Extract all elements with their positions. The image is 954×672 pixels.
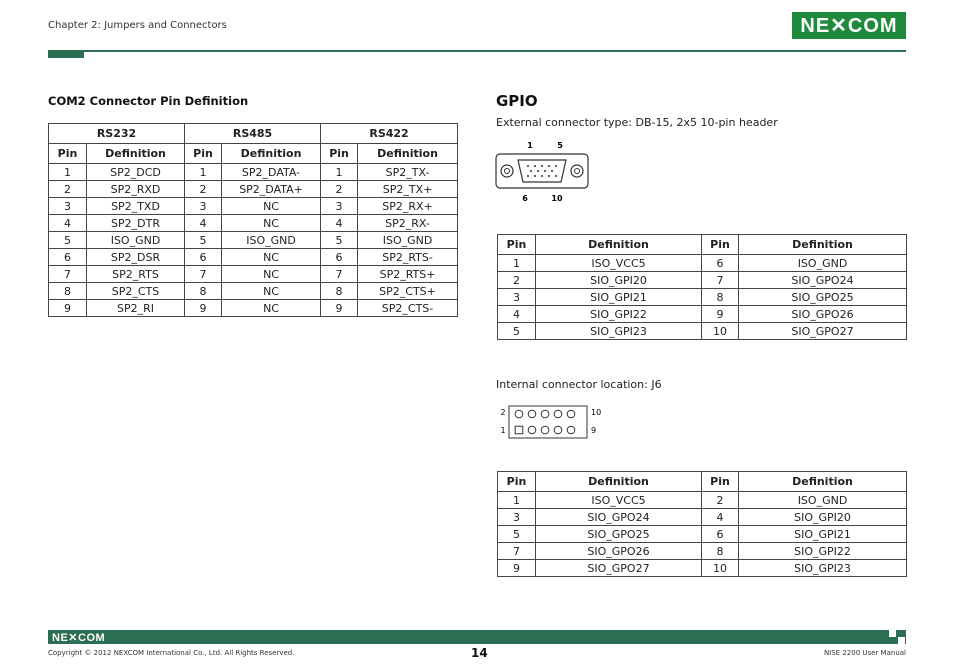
table-row: [49, 232, 458, 249]
pin-definition-cell: SP2_RX-: [358, 215, 458, 232]
pin-definition-cell: SP2_RXD: [87, 181, 185, 198]
table-row: [498, 492, 907, 509]
pin-number-cell: 4: [498, 306, 536, 323]
pin-number-cell: 7: [702, 272, 739, 289]
pin-number-cell: 3: [49, 198, 87, 215]
pin-number-cell: 5: [498, 526, 536, 543]
external-connector-note: External connector type: DB-15, 2x5 10-pin header: [496, 116, 778, 129]
db15-label-6: 6: [522, 194, 528, 203]
header-label-10: 10: [591, 408, 602, 417]
pin-number-cell: 8: [185, 283, 222, 300]
pin-number-cell: 1: [321, 164, 358, 181]
pin-definition-cell: SP2_RTS-: [358, 249, 458, 266]
db15-connector-diagram: [494, 140, 590, 206]
pin-number-cell: 10: [702, 560, 739, 577]
pin-definition-cell: NC: [222, 266, 321, 283]
pin-number-cell: 8: [49, 283, 87, 300]
footer-bar: [48, 630, 906, 644]
pin-definition-cell: SP2_DTR: [87, 215, 185, 232]
pin-definition-cell: NC: [222, 300, 321, 317]
footer-nexcom-logo: NE✕COM: [52, 632, 106, 644]
table-row: [498, 289, 907, 306]
pin-number-cell: 4: [321, 215, 358, 232]
column-header-pin: Pin: [498, 472, 536, 492]
pin-number-cell: 4: [702, 509, 739, 526]
pin-header-j6-diagram: [496, 404, 606, 440]
com2-column-header-row: [49, 144, 458, 164]
column-header-definition: Definition: [739, 472, 907, 492]
column-header-definition: Definition: [536, 235, 702, 255]
table-row: [49, 249, 458, 266]
pin-definition-cell: SIO_GPO25: [536, 526, 702, 543]
pin-number-cell: 4: [185, 215, 222, 232]
com2-table-body: [49, 164, 458, 317]
pin-number-cell: 3: [321, 198, 358, 215]
table-row: [498, 255, 907, 272]
pin-definition-cell: ISO_GND: [222, 232, 321, 249]
gpio-section-title: GPIO: [496, 92, 538, 110]
pin-definition-cell: SIO_GPO26: [739, 306, 907, 323]
pin-definition-cell: SP2_DATA-: [222, 164, 321, 181]
column-header-pin: Pin: [498, 235, 536, 255]
pin-number-cell: 4: [49, 215, 87, 232]
table-row: [49, 198, 458, 215]
column-header-definition: Definition: [358, 144, 458, 164]
header-label-2: 2: [500, 408, 506, 417]
com2-pin-table: [48, 123, 458, 317]
pin-number-cell: 5: [498, 323, 536, 340]
manual-name: NISE 2200 User Manual: [823, 649, 906, 657]
table-row: [49, 215, 458, 232]
column-header-definition: Definition: [87, 144, 185, 164]
table-row: [49, 266, 458, 283]
pin-number-cell: 10: [702, 323, 739, 340]
db15-face: [518, 160, 566, 182]
pin-number-cell: 8: [702, 289, 739, 306]
column-header-definition: Definition: [536, 472, 702, 492]
pin-number-cell: 9: [321, 300, 358, 317]
pin-definition-cell: SIO_GPI23: [739, 560, 907, 577]
pin-number-cell: 9: [702, 306, 739, 323]
pin-definition-cell: SP2_TX+: [358, 181, 458, 198]
pin-number-cell: 6: [185, 249, 222, 266]
pin-number-cell: 8: [321, 283, 358, 300]
gpio-external-table-body: [498, 255, 907, 340]
pin-definition-cell: SP2_RI: [87, 300, 185, 317]
gpio-internal-table-body: [498, 492, 907, 577]
header-label-9: 9: [591, 426, 597, 435]
db15-label-10: 10: [551, 194, 563, 203]
column-header-pin: Pin: [702, 472, 739, 492]
pin-definition-cell: ISO_GND: [739, 255, 907, 272]
pin-definition-cell: ISO_VCC5: [536, 492, 702, 509]
gpio-internal-pin-table: [497, 471, 907, 577]
pin-number-cell: 1: [498, 492, 536, 509]
column-header-pin: Pin: [185, 144, 222, 164]
pin-definition-cell: ISO_VCC5: [536, 255, 702, 272]
pin-definition-cell: SP2_TXD: [87, 198, 185, 215]
db15-label-5: 5: [557, 141, 563, 150]
pin-definition-cell: SIO_GPO24: [739, 272, 907, 289]
column-header-pin: Pin: [702, 235, 739, 255]
pin-definition-cell: NC: [222, 215, 321, 232]
table-row: [49, 283, 458, 300]
pin-1-square-pad: [515, 426, 523, 434]
table-row: [49, 300, 458, 317]
pin-number-cell: 7: [49, 266, 87, 283]
pin-definition-cell: SIO_GPI22: [536, 306, 702, 323]
table-row: [498, 306, 907, 323]
pin-definition-cell: NC: [222, 249, 321, 266]
pin-number-cell: 5: [49, 232, 87, 249]
pin-number-cell: 6: [702, 255, 739, 272]
pin-definition-cell: SP2_RTS+: [358, 266, 458, 283]
table-row: [498, 272, 907, 289]
pin-number-cell: 2: [49, 181, 87, 198]
pin-number-cell: 2: [702, 492, 739, 509]
pin-definition-cell: SIO_GPI23: [536, 323, 702, 340]
pin-definition-cell: SIO_GPO25: [739, 289, 907, 306]
pin-definition-cell: ISO_GND: [358, 232, 458, 249]
pin-number-cell: 1: [185, 164, 222, 181]
pin-number-cell: 3: [498, 289, 536, 306]
pin-definition-cell: SP2_CTS-: [358, 300, 458, 317]
chapter-heading: Chapter 2: Jumpers and Connectors: [48, 20, 227, 31]
pin-number-cell: 9: [498, 560, 536, 577]
pin-number-cell: 2: [185, 181, 222, 198]
pin-definition-cell: ISO_GND: [739, 492, 907, 509]
pin-definition-cell: SP2_CTS: [87, 283, 185, 300]
footer-squares-icon: [889, 630, 906, 644]
table-row: [49, 181, 458, 198]
pin-definition-cell: SIO_GPI20: [536, 272, 702, 289]
pin-definition-cell: SIO_GPO27: [536, 560, 702, 577]
group-header-rs422: RS422: [321, 124, 458, 144]
copyright-text: Copyright © 2012 NEXCOM International Co., Ltd. All Rights Reserved.: [48, 649, 295, 657]
group-header-rs232: RS232: [49, 124, 185, 144]
table-row: [498, 543, 907, 560]
pin-definition-cell: SIO_GPI21: [536, 289, 702, 306]
header-rule: [84, 50, 906, 52]
pin-definition-cell: SIO_GPI22: [739, 543, 907, 560]
pin-definition-cell: SP2_RTS: [87, 266, 185, 283]
pin-number-cell: 1: [498, 255, 536, 272]
pin-definition-cell: SIO_GPI21: [739, 526, 907, 543]
pin-definition-cell: NC: [222, 198, 321, 215]
pin-number-cell: 3: [498, 509, 536, 526]
com2-section-title: COM2 Connector Pin Definition: [48, 94, 249, 108]
pin-number-cell: 5: [321, 232, 358, 249]
db15-label-1: 1: [527, 141, 533, 150]
pin-definition-cell: ISO_GND: [87, 232, 185, 249]
pin-definition-cell: SP2_TX-: [358, 164, 458, 181]
nexcom-logo: NE✕COM: [792, 12, 906, 39]
pin-number-cell: 3: [185, 198, 222, 215]
pin-number-cell: 7: [321, 266, 358, 283]
pin-number-cell: 6: [321, 249, 358, 266]
pin-number-cell: 9: [49, 300, 87, 317]
pin-definition-cell: NC: [222, 283, 321, 300]
internal-connector-note: Internal connector location: J6: [496, 378, 662, 391]
table-row: [49, 164, 458, 181]
column-header-pin: Pin: [49, 144, 87, 164]
gpio-external-pin-table: [497, 234, 907, 340]
pin-definition-cell: SP2_DATA+: [222, 181, 321, 198]
pin-number-cell: 8: [702, 543, 739, 560]
pin-definition-cell: SP2_CTS+: [358, 283, 458, 300]
pin-definition-cell: SIO_GPI20: [739, 509, 907, 526]
pin-number-cell: 9: [185, 300, 222, 317]
pin-definition-cell: SP2_DSR: [87, 249, 185, 266]
com2-group-header-row: [49, 124, 458, 144]
pin-number-cell: 7: [185, 266, 222, 283]
table-row: [498, 560, 907, 577]
pin-number-cell: 5: [185, 232, 222, 249]
pin-definition-cell: SP2_RX+: [358, 198, 458, 215]
pin-number-cell: 2: [498, 272, 536, 289]
pin-definition-cell: SP2_DCD: [87, 164, 185, 181]
gpio-external-header-row: [498, 235, 907, 255]
pin-number-cell: 2: [321, 181, 358, 198]
column-header-definition: Definition: [739, 235, 907, 255]
column-header-pin: Pin: [321, 144, 358, 164]
page-number: 14: [471, 646, 488, 660]
group-header-rs485: RS485: [185, 124, 321, 144]
header-label-1: 1: [500, 426, 506, 435]
table-row: [498, 509, 907, 526]
pin-number-cell: 7: [498, 543, 536, 560]
table-row: [498, 323, 907, 340]
gpio-internal-header-row: [498, 472, 907, 492]
pin-number-cell: 6: [702, 526, 739, 543]
pin-number-cell: 6: [49, 249, 87, 266]
pin-definition-cell: SIO_GPO26: [536, 543, 702, 560]
pin-definition-cell: SIO_GPO27: [739, 323, 907, 340]
column-header-definition: Definition: [222, 144, 321, 164]
table-row: [498, 526, 907, 543]
pin-number-cell: 1: [49, 164, 87, 181]
header-accent-bar: [48, 50, 84, 58]
pin-definition-cell: SIO_GPO24: [536, 509, 702, 526]
